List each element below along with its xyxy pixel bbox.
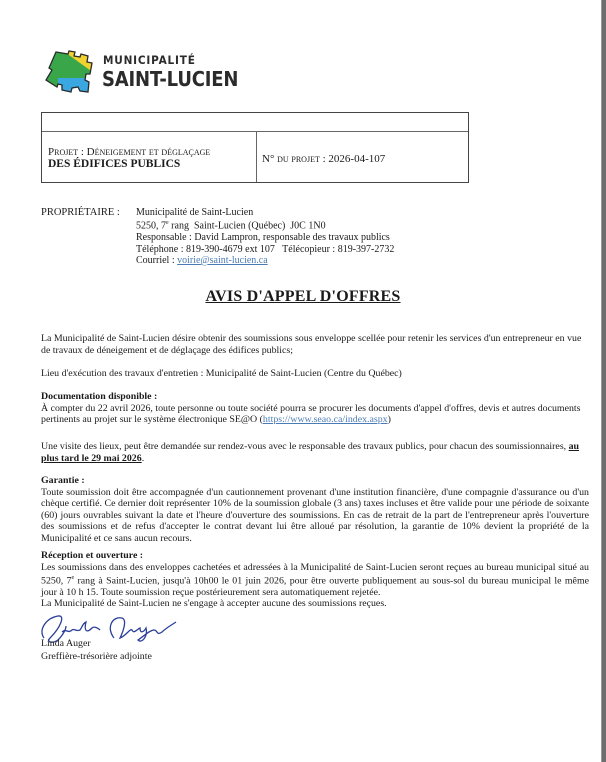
signer-block xyxy=(41,638,152,663)
owner-name: Municipalité de Saint-Lucien xyxy=(136,207,254,218)
notice-title: AVIS D'APPEL D'OFFRES xyxy=(205,288,401,305)
signer-title: Greffière-trésorière adjointe xyxy=(41,650,152,662)
project-title: DES ÉDIFICES PUBLICS xyxy=(48,158,181,170)
owner-email-label: Courriel : xyxy=(136,254,178,266)
signer-name: Linda Auger xyxy=(41,638,91,649)
owner-email-line xyxy=(136,255,394,266)
project-box xyxy=(41,112,469,183)
owner-address-sup: e xyxy=(166,220,169,227)
documentation-section xyxy=(41,391,589,426)
project-name xyxy=(48,146,210,170)
location-paragraph: Lieu d'exécution des travaux d'entretien : Municipalité de Saint-Lucien (Centre du Québec) xyxy=(41,368,402,379)
owner-email-link[interactable]: voirie@saint-lucien.ca xyxy=(177,254,268,266)
reception-section xyxy=(41,550,589,599)
visit-deadline: au plus tard le 29 mai 2026 xyxy=(41,441,580,464)
project-number-value: 2026-04-107 xyxy=(328,153,386,165)
documentation-text-end: ) xyxy=(387,414,391,426)
owner-responsible: Responsable : David Lampron, responsable des travaux publics xyxy=(136,232,390,244)
page-edge xyxy=(601,0,606,762)
logo-text-saint-lucien: SAINT-LUCIEN xyxy=(102,67,239,91)
guarantee-section xyxy=(41,475,589,545)
visit-paragraph xyxy=(41,441,589,464)
logo-puzzle-icon xyxy=(44,50,98,94)
project-number xyxy=(262,153,385,165)
guarantee-text: Toute soumission doit être accompagnée d'un cautionnement provenant d'une institution financière, d'une compagnie d'assurance ou d'un chèque certifié. Ce dernier doit représenter 10% de la soumission globale (3 ans) taxes incluses et être valide pour une période de soixante (60) jours ouvrables suivant la date et l'heure d'ouverture des soumissions. En cas de retrait de la part de l'entrepreneur après l'ouverture des soumissions et de refus d'accepter le contrat devant lui être alloué par résolution, la garantie de 10% devient la propriété de la Municipalité et ce sans aucun recours. xyxy=(41,486,589,544)
documentation-text: À compter du 22 avril 2026, toute personne ou toute société pourra se procurer les documents d'appel d'offres, devis et autres documents pertinents au projet sur le système électronique SE@O ( xyxy=(41,402,581,426)
project-box-divider xyxy=(256,131,257,182)
owner-address-suffix: rang Saint-Lucien (Québec) J0C 1N0 xyxy=(168,220,326,232)
reception-text-a: Les soumissions dans des enveloppes cachetées et adressées à la Municipalité de Saint-Lucien seront reçues au bureau municipal situé au 5250, 7 xyxy=(41,561,589,587)
guarantee-heading: Garantie : xyxy=(41,475,85,486)
project-number-label: N° du projet : xyxy=(262,153,329,165)
owner-label: PROPRIÉTAIRE : xyxy=(41,207,120,218)
seao-link[interactable]: https://www.seao.ca/index.aspx xyxy=(262,414,388,426)
project-box-header-row xyxy=(42,113,468,132)
documentation-heading: Documentation disponible : xyxy=(41,391,158,402)
reception-sup: e xyxy=(71,575,75,582)
reception-text-b: rang à Saint-Lucien, jusqu'à 10h00 le 01 juin 2026, pour être ouverte publiquement au sous-sol du bureau municipal le même jour à 10 h 15. Toute soumission reçue postérieurement sera automatiquement rejetée. xyxy=(41,575,590,599)
visit-text: Une visite des lieux, peut être demandée sur rendez-vous avec le responsable des travaux publics, pour chacun des soumissionnaires, xyxy=(41,441,569,452)
intro-paragraph: La Municipalité de Saint-Lucien désire obtenir des soumissions sous enveloppe scellée pour retenir les services d'un entrepreneur en vue de travaux de déneigement et de déglaçage des édifices publics; xyxy=(41,333,582,356)
owner-address xyxy=(136,218,394,232)
project-label: Projet : Déneigement et déglaçage xyxy=(48,146,211,158)
reception-heading: Réception et ouverture : xyxy=(41,550,144,561)
visit-end: . xyxy=(141,452,145,464)
logo-text-municipalite: MUNICIPALITÉ xyxy=(103,54,196,68)
owner-phone: Téléphone : 819-390-4679 ext 107 Télécopieur : 819-397-2732 xyxy=(136,243,395,255)
owner-address-prefix: 5250, 7 xyxy=(136,220,166,232)
disclaimer-paragraph: La Municipalité de Saint-Lucien ne s'engage à accepter aucune des soumissions reçues. xyxy=(41,598,387,609)
owner-details xyxy=(136,207,394,266)
